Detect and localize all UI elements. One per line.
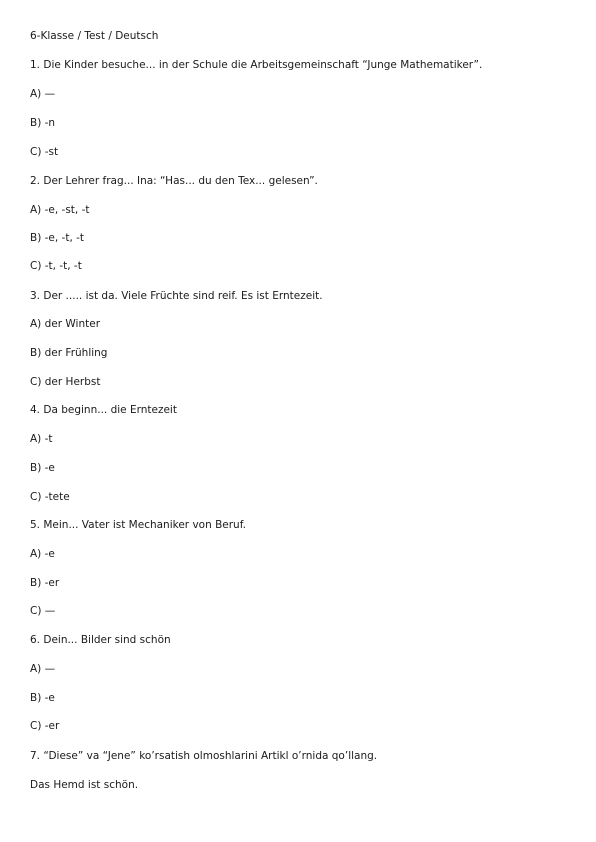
question-2-option-b: B) -e, -t, -t [30, 232, 85, 244]
question-4: 4. Da beginn... die Erntezeit [30, 404, 177, 416]
question-7-sentence: Das Hemd ist schön. [30, 779, 139, 791]
question-5-option-b: B) -er [30, 577, 60, 589]
question-4-option-b: B) -e [30, 462, 55, 474]
question-4-option-c: C) -tete [30, 491, 70, 503]
question-6-option-c: C) -er [30, 720, 60, 732]
question-1-option-b: B) -n [30, 117, 56, 129]
question-5-option-a: A) -e [30, 548, 55, 560]
question-3-option-c: C) der Herbst [30, 376, 101, 388]
question-3-option-b: B) der Frühling [30, 347, 108, 359]
question-6: 6. Dein... Bilder sind schön [30, 634, 171, 646]
document-header: 6-Klasse / Test / Deutsch [30, 30, 159, 42]
question-4-option-a: A) -t [30, 433, 53, 445]
question-1: 1. Die Kinder besuche... in der Schule die Arbeitsgemeinschaft “Junge Mathematiker”. [30, 59, 483, 71]
question-2: 2. Der Lehrer frag... Ina: “Has... du den Tex... gelesen”. [30, 175, 318, 187]
question-5: 5. Mein... Vater ist Mechaniker von Beruf. [30, 519, 246, 531]
question-2-option-a: A) -e, -st, -t [30, 204, 90, 216]
question-1-option-c: C) -st [30, 146, 59, 158]
document-page [30, 0, 570, 842]
question-5-option-c: C) — [30, 605, 56, 617]
question-6-option-b: B) -e [30, 692, 55, 704]
question-7: 7. “Diese” va “Jene” ko’rsatish olmoshlarini Artikl o’rnida qo’llang. [30, 750, 378, 762]
question-2-option-c: C) -t, -t, -t [30, 260, 82, 272]
question-3-option-a: A) der Winter [30, 318, 101, 330]
question-3: 3. Der ..... ist da. Viele Früchte sind reif. Es ist Erntezeit. [30, 290, 323, 302]
question-6-option-a: A) — [30, 663, 56, 675]
question-1-option-a: A) — [30, 88, 56, 100]
